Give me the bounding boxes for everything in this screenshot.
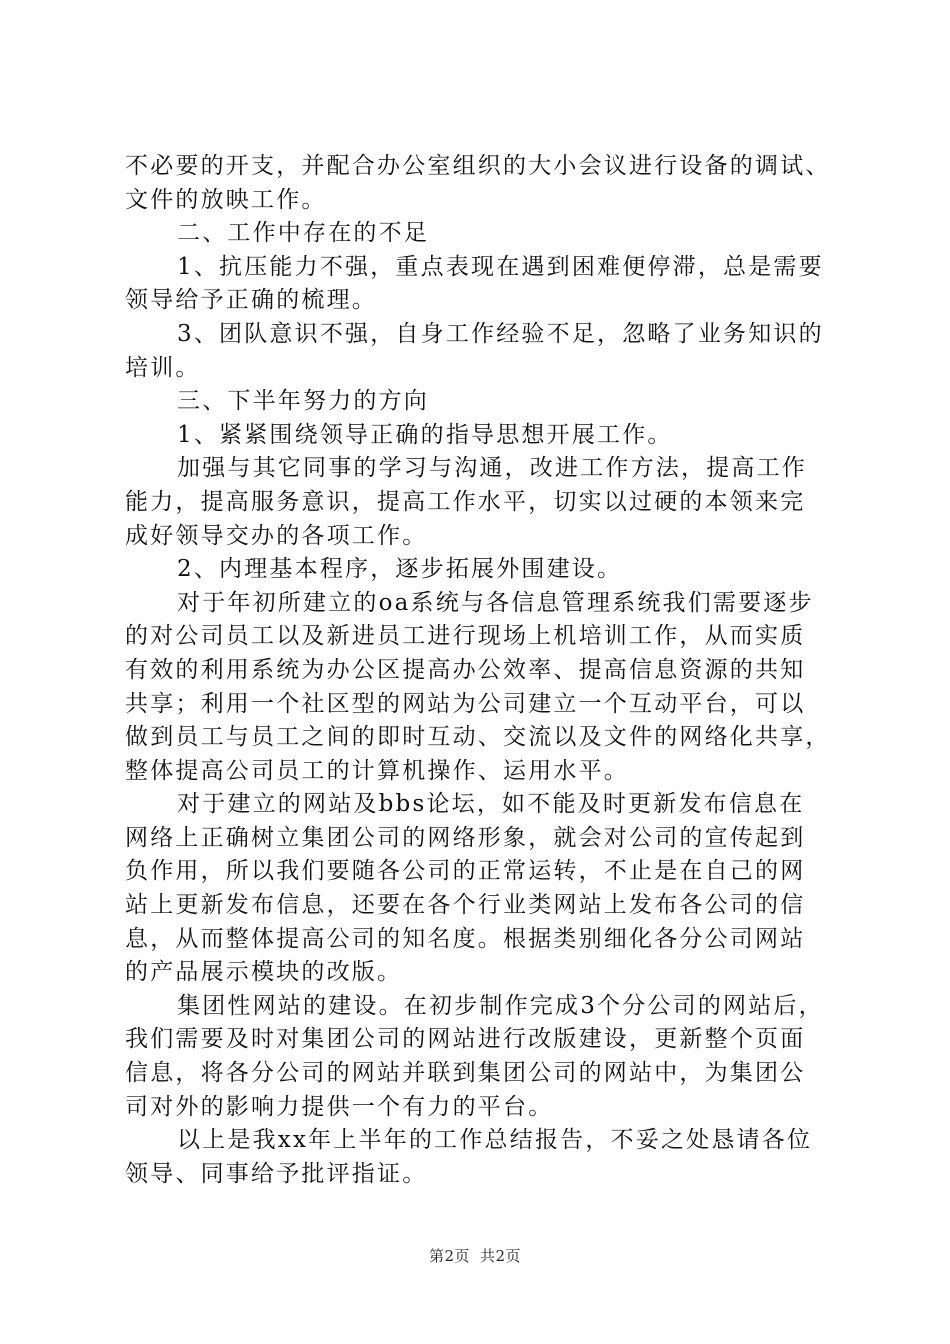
document-body bbox=[125, 150, 845, 1191]
text-line: 信息，将各分公司的网站并联到集团公司的网站中，为集团公 bbox=[125, 1060, 806, 1087]
text-line: 以上是我xx年上半年的工作总结报告，不妥之处恳请各位 bbox=[177, 1127, 813, 1154]
text-line: 共享；利用一个社区型的网站为公司建立一个互动平台，可以 bbox=[125, 690, 806, 717]
text-line: 息，从而整体提高公司的知名度。根据类别细化各分公司网站 bbox=[125, 925, 806, 952]
text-line: 有效的利用系统为办公区提高办公效率、提高信息资源的共知 bbox=[125, 656, 806, 683]
page-footer bbox=[0, 1245, 950, 1266]
text-line: 对于年初所建立的oa系统与各信息管理系统我们需要逐步 bbox=[177, 589, 814, 616]
text-line: 的对公司员工以及新进员工进行现场上机培训工作，从而实质 bbox=[125, 623, 806, 650]
text-line: 三、下半年努力的方向 bbox=[177, 388, 429, 415]
text-line: 培训。 bbox=[125, 354, 201, 381]
text-line: 做到员工与员工之间的即时互动、交流以及文件的网络化共享， bbox=[125, 724, 831, 751]
text-line: 加强与其它同事的学习与沟通，改进工作方法，提高工作 bbox=[177, 455, 807, 482]
text-line: 领导、同事给予批评指证。 bbox=[125, 1160, 428, 1187]
text-line: 站上更新发布信息，还要在各个行业类网站上发布各公司的信 bbox=[125, 892, 806, 919]
text-line: 成好领导交办的各项工作。 bbox=[125, 522, 428, 549]
text-line: 不必要的开支，并配合办公室组织的大小会议进行设备的调试、 bbox=[125, 153, 831, 179]
text-line: 集团性网站的建设。在初步制作完成3个分公司的网站后， bbox=[177, 992, 824, 1019]
text-line: 负作用，所以我们要随各公司的正常运转，不止是在自己的网 bbox=[125, 858, 806, 885]
text-line: 1、抗压能力不强，重点表现在遇到困难便停滞，总是需要 bbox=[177, 253, 824, 280]
page-total: 共2页 bbox=[480, 1247, 522, 1265]
text-line: 整体提高公司员工的计算机操作、运用水平。 bbox=[125, 757, 629, 784]
text-line: 2、内理基本程序，逐步拓展外围建设。 bbox=[177, 556, 623, 583]
page-number: 第2页 bbox=[428, 1247, 470, 1265]
text-line: 我们需要及时对集团公司的网站进行改版建设，更新整个页面 bbox=[125, 1026, 806, 1053]
text-line: 对于建立的网站及bbs论坛，如不能及时更新发布信息在 bbox=[177, 791, 805, 818]
text-line: 司对外的影响力提供一个有力的平台。 bbox=[125, 1093, 554, 1120]
text-line: 领导给予正确的梳理。 bbox=[125, 287, 377, 314]
text-line: 1、紧紧围绕领导正确的指导思想开展工作。 bbox=[177, 421, 673, 448]
text-line: 网络上正确树立集团公司的网络形象，就会对公司的宣传起到 bbox=[125, 824, 806, 851]
text-line: 的产品展示模块的改版。 bbox=[125, 959, 403, 986]
text-line: 3、团队意识不强，自身工作经验不足，忽略了业务知识的 bbox=[177, 320, 824, 347]
text-line: 二、工作中存在的不足 bbox=[177, 220, 429, 247]
text-line: 能力，提高服务意识，提高工作水平，切实以过硬的本领来完 bbox=[125, 488, 806, 515]
text-line: 文件的放映工作。 bbox=[125, 186, 327, 213]
